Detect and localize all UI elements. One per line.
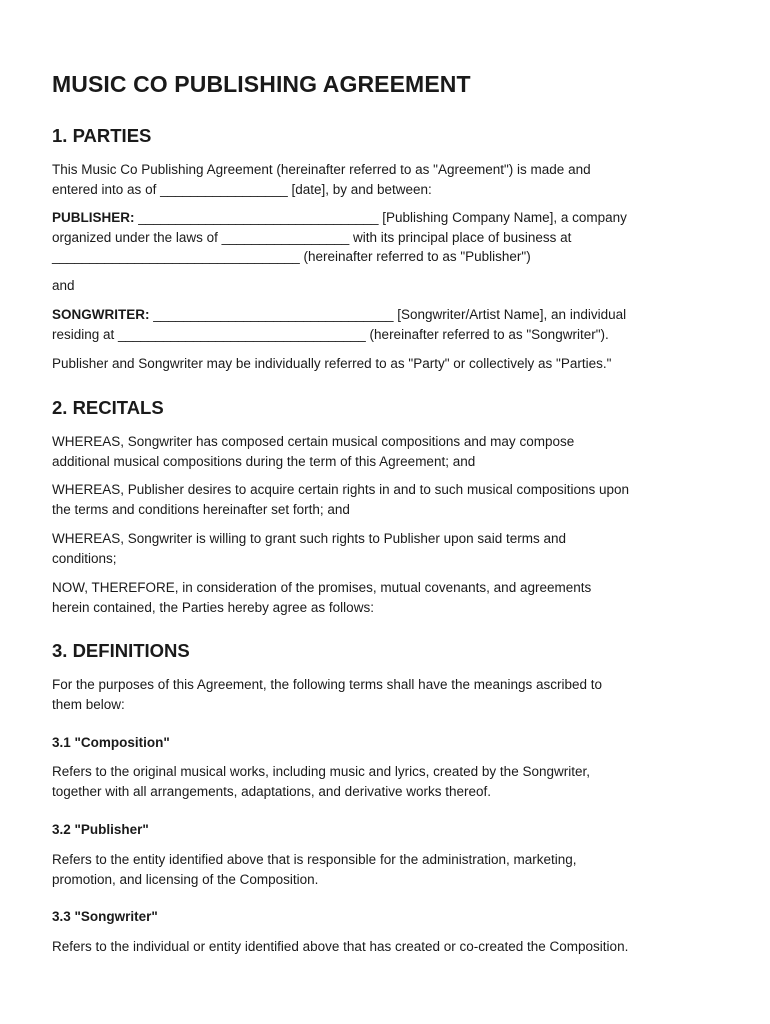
definition-heading-publisher: 3.2 "Publisher" [52,822,149,837]
text-line: NOW, THEREFORE, in consideration of the promises, mutual covenants, and agreements [52,580,592,595]
section-heading-parties: 1. PARTIES [52,125,152,146]
text-line: entered into as of _________________ [date], by and between: [52,181,432,197]
text-line: For the purposes of this Agreement, the following terms shall have the meanings ascribed to [52,677,603,692]
definitions-intro [52,675,718,714]
section-heading-recitals: 2. RECITALS [52,397,164,418]
text-span: ________________________________ [Publishing Company Name], a company [134,210,627,225]
text-line: WHEREAS, Publisher desires to acquire certain rights in and to such musical compositions upon [52,482,630,497]
text-line: additional musical compositions during the term of this Agreement; and [52,453,476,469]
text-line [52,305,718,325]
recital-1 [52,432,718,471]
definition-publisher [52,850,718,889]
recital-2 [52,480,718,519]
recital-3 [52,529,718,568]
text-line: Refers to the entity identified above that is responsible for the administration, marketing, [52,852,577,867]
text-line: herein contained, the Parties hereby agree as follows: [52,599,374,615]
text-line: promotion, and licensing of the Composition. [52,871,319,887]
document-title: MUSIC CO PUBLISHING AGREEMENT [52,71,471,97]
parties-intro [52,160,718,199]
definition-songwriter [52,937,718,957]
text-line: Refers to the original musical works, including music and lyrics, created by the Songwriter, [52,764,590,779]
parties-closing: Publisher and Songwriter may be individually referred to as "Party" or collectively as "Parties." [52,356,612,371]
text-line [52,208,718,228]
text-line: WHEREAS, Songwriter is willing to grant such rights to Publisher upon said terms and [52,531,566,546]
text-line: residing at _________________________________ (hereinafter referred to as "Songwriter"). [52,326,609,342]
text-line: _________________________________ (hereinafter referred to as "Publisher") [52,249,531,264]
text-span: ________________________________ [Songwriter/Artist Name], an individual [149,307,627,322]
definition-heading-composition: 3.1 "Composition" [52,735,170,750]
text-line: them below: [52,696,125,712]
publisher-label: PUBLISHER: [52,210,135,225]
text-line: the terms and conditions hereinafter set forth; and [52,501,350,517]
text-line: conditions; [52,550,117,566]
and-text: and [52,278,75,293]
publisher-clause [52,208,718,267]
songwriter-label: SONGWRITER: [52,307,150,322]
text-line: organized under the laws of _________________ with its principal place of business at [52,229,572,245]
songwriter-clause [52,305,718,344]
definition-heading-songwriter: 3.3 "Songwriter" [52,909,158,924]
text-line: This Music Co Publishing Agreement (hereinafter referred to as "Agreement") is made and [52,162,591,177]
text-line: WHEREAS, Songwriter has composed certain musical compositions and may compose [52,434,575,449]
section-heading-definitions: 3. DEFINITIONS [52,640,190,661]
recital-4 [52,578,718,617]
text-line: Refers to the individual or entity identified above that has created or co-created the Composition. [52,939,629,954]
definition-composition [52,762,718,801]
text-line: together with all arrangements, adaptations, and derivative works thereof. [52,783,491,799]
